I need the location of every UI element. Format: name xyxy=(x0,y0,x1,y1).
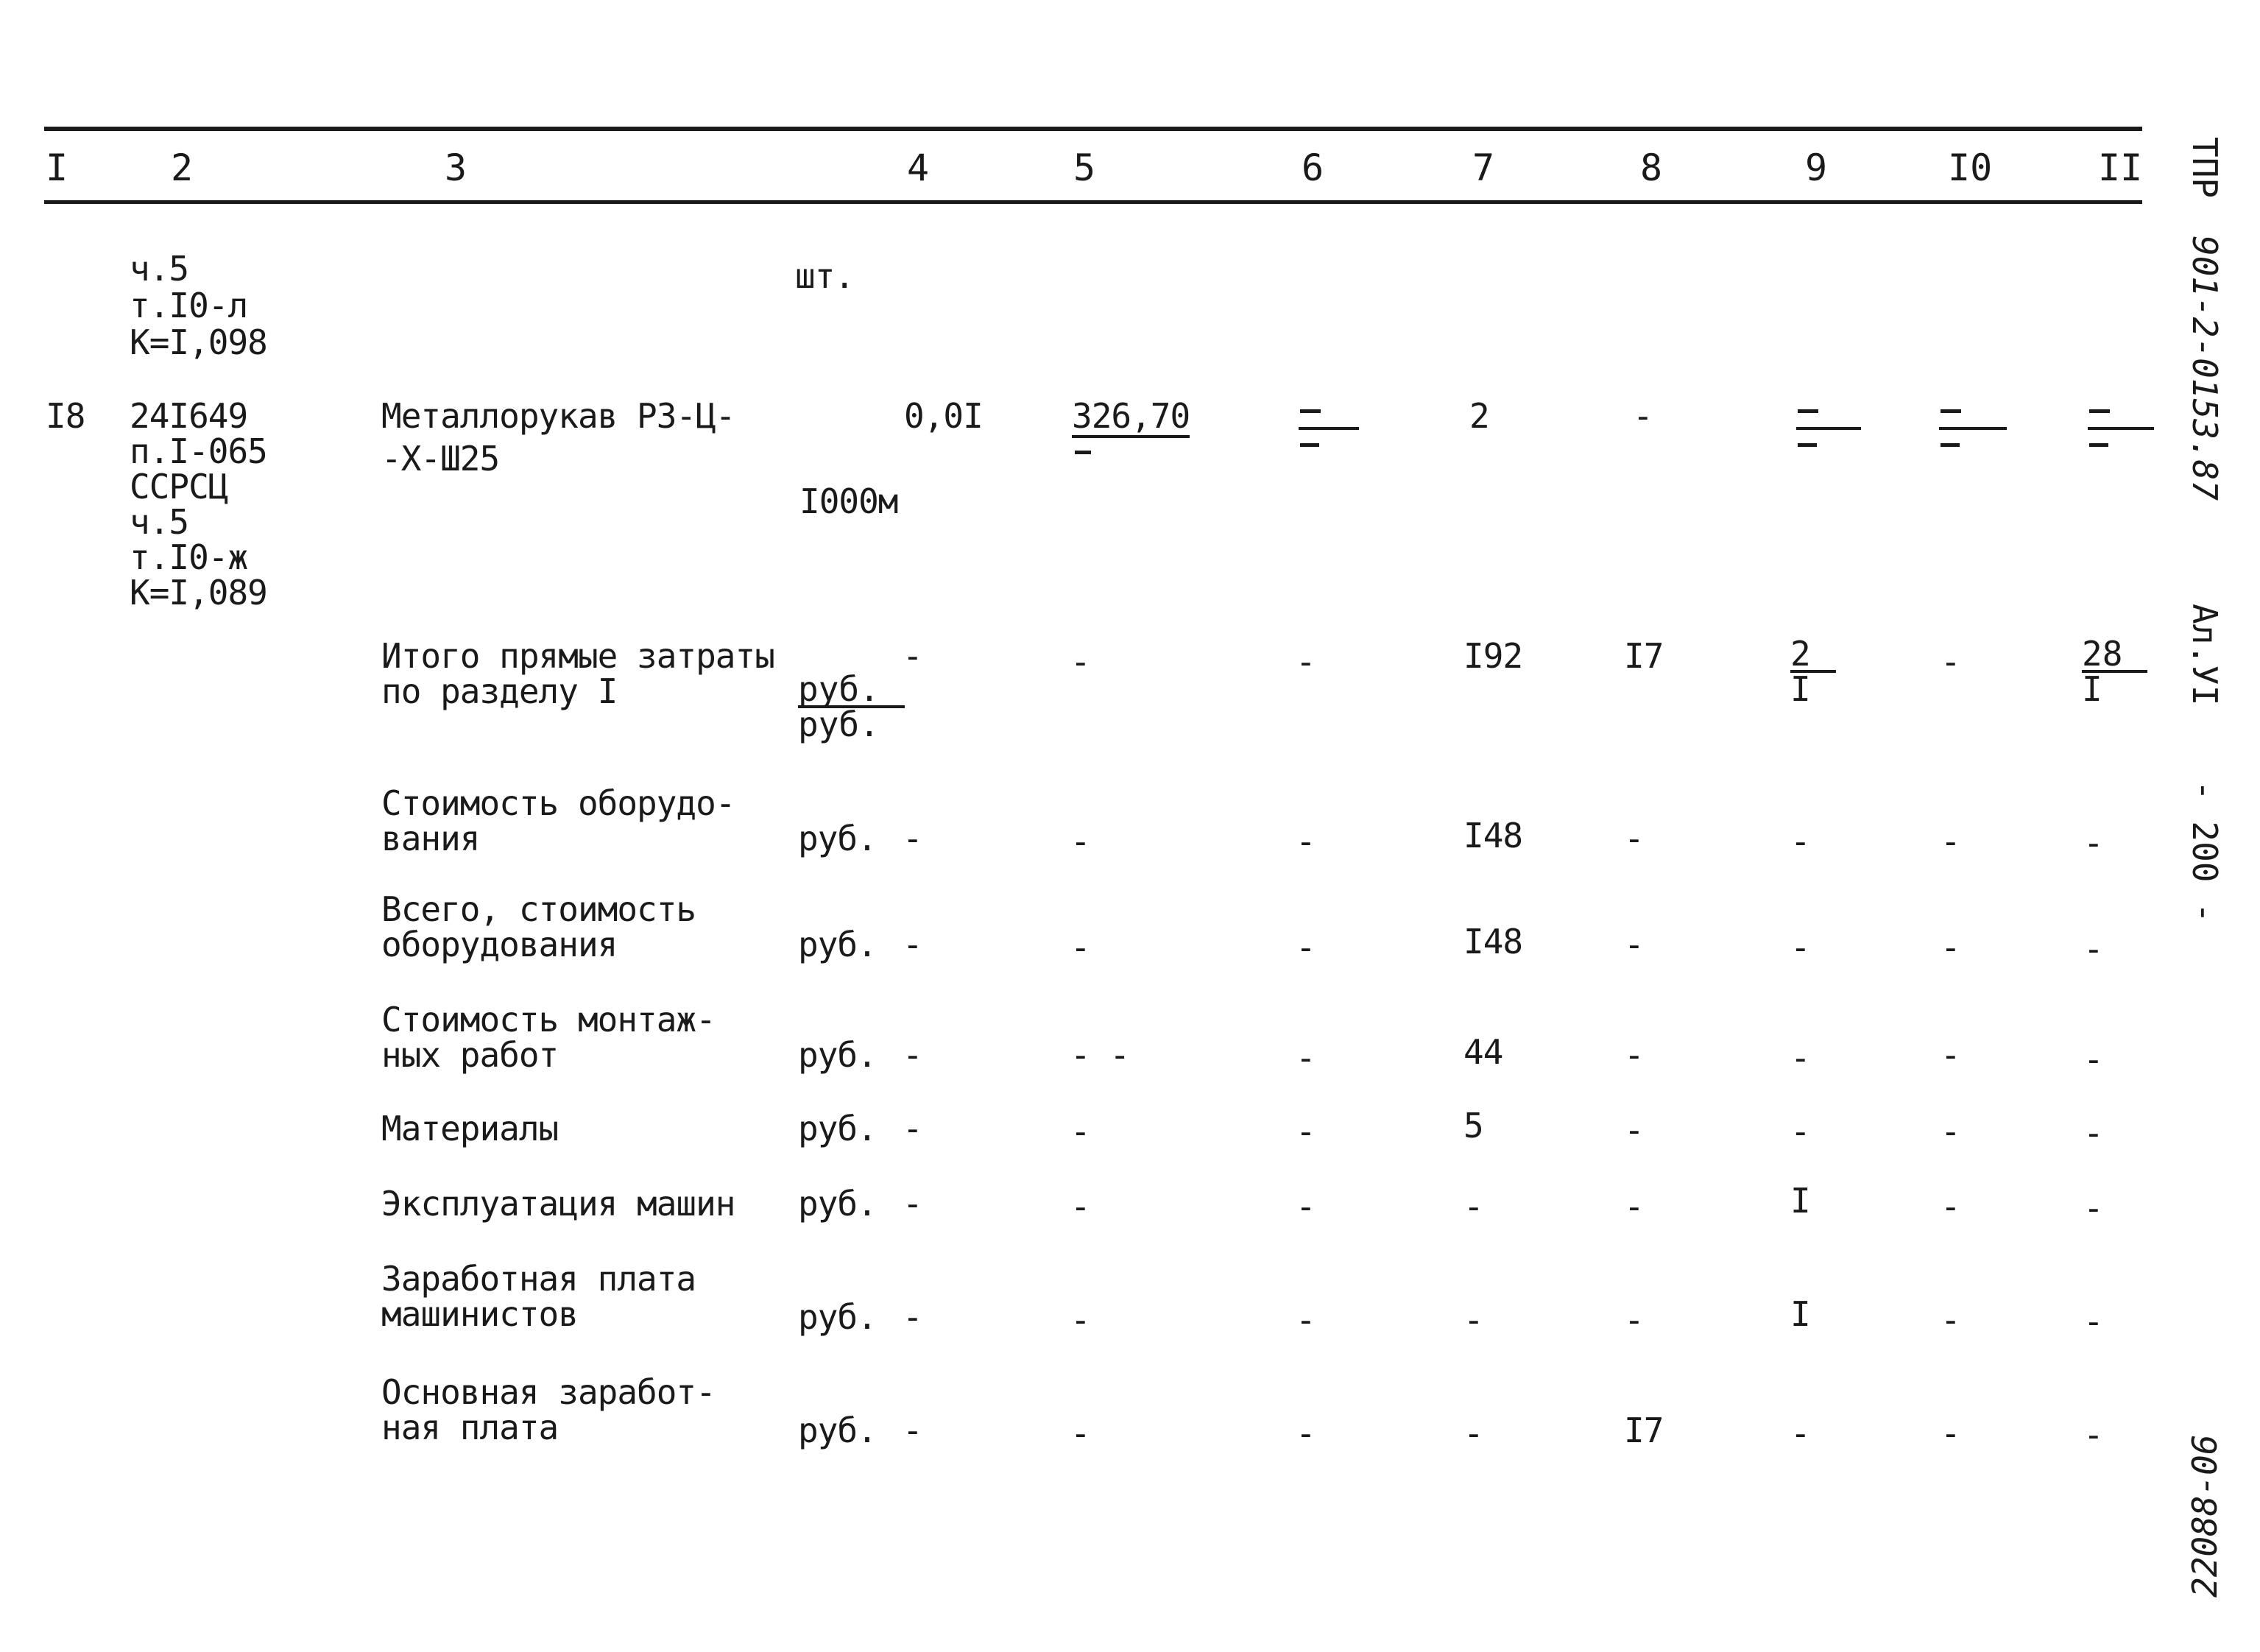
margin-project-number: 901-2-0153.87 xyxy=(2185,236,2225,501)
header-bottom-rule xyxy=(44,200,2142,204)
col4-value: - xyxy=(903,819,922,858)
dash-fraction-col6 xyxy=(1299,409,1357,439)
col6-value: - xyxy=(1296,1300,1316,1340)
header-col-2: 2 xyxy=(171,147,194,189)
col4-value: - xyxy=(903,1109,922,1148)
col6-value: - xyxy=(1296,1038,1316,1078)
unit: руб. xyxy=(798,1184,877,1224)
col5-value: - xyxy=(1070,1187,1090,1226)
margin-page-number: - 200 - xyxy=(2185,780,2225,923)
col5-value: - xyxy=(1070,1300,1090,1340)
col9-value: - xyxy=(1790,1038,1810,1078)
col10-value: - xyxy=(1941,822,1960,861)
col5-value: - xyxy=(1070,642,1090,682)
row-label: по разделу I xyxy=(381,671,618,711)
item-description: Металлорукав РЗ-Ц- xyxy=(381,396,735,436)
unit-price: 326,70 xyxy=(1072,398,1190,438)
col9-value: - xyxy=(1790,928,1810,967)
row-label: оборудования xyxy=(381,925,618,964)
row-label: Стоимость монтаж- xyxy=(381,1000,716,1039)
col6-value: - xyxy=(1296,1112,1316,1151)
col5-value: - xyxy=(1070,928,1090,967)
dash-fraction-col9 xyxy=(1796,409,1855,439)
col6-value: - xyxy=(1296,1413,1316,1453)
col10-value: - xyxy=(1941,1300,1960,1340)
col10-value: - xyxy=(1941,1187,1960,1226)
row-label: машинистов xyxy=(381,1294,578,1334)
row-label: Эксплуатация машин xyxy=(381,1184,735,1224)
col10-value: - xyxy=(1941,642,1960,682)
col7-value: I48 xyxy=(1463,922,1523,961)
col8-value: - xyxy=(1624,1300,1644,1340)
margin-doc-number: 22088-06 xyxy=(2185,1434,2225,1598)
quantity: 0,0I xyxy=(904,396,983,436)
margin-album: Ал.УI xyxy=(2185,604,2225,706)
unit-denominator: руб. xyxy=(798,705,880,744)
col11-fraction xyxy=(2082,634,2147,709)
header-top-rule xyxy=(44,127,2142,131)
unit: руб. xyxy=(798,1109,877,1148)
col8-value: - xyxy=(1624,1035,1644,1075)
row-label: ных работ xyxy=(381,1035,559,1075)
col5-value: - xyxy=(1070,1413,1090,1453)
header-col-6: 6 xyxy=(1302,147,1324,189)
header-col-9: 9 xyxy=(1805,147,1828,189)
col9-value: I xyxy=(1790,1294,1810,1334)
col6-value: - xyxy=(1296,822,1316,861)
dash-fraction-col11 xyxy=(2088,409,2147,439)
col9-value: - xyxy=(1790,1413,1810,1453)
unit: I000м xyxy=(799,481,898,521)
col9-numerator: 2 xyxy=(1790,638,1836,673)
col11-value: - xyxy=(2083,1302,2103,1341)
col8-value: I7 xyxy=(1624,1411,1664,1450)
col8-value: - xyxy=(1624,1187,1644,1226)
code-line: ССРСЦ xyxy=(130,467,228,506)
col11-denominator: I xyxy=(2082,669,2102,709)
col7-value: 5 xyxy=(1463,1106,1483,1146)
col6-value: - xyxy=(1296,1187,1316,1226)
code-line: т.I0-л xyxy=(130,286,248,325)
dash-fraction-col10 xyxy=(1939,409,1998,439)
col10-value: - xyxy=(1941,1112,1960,1151)
code-line: К=I,098 xyxy=(130,322,267,362)
col8-value: - xyxy=(1624,819,1644,858)
col9-denominator: I xyxy=(1790,669,1811,709)
col5-value: - - xyxy=(1070,1035,1130,1075)
header-col-5: 5 xyxy=(1073,147,1096,189)
col4-value: - xyxy=(903,1297,922,1337)
row-label: вания xyxy=(381,819,480,858)
code-line: т.I0-ж xyxy=(130,537,248,577)
col4-value: - xyxy=(903,1184,922,1224)
unit: руб. xyxy=(798,1035,877,1075)
col6-value: - xyxy=(1296,928,1316,967)
row-label: Заработная плата xyxy=(381,1259,696,1299)
col8-value: - xyxy=(1624,925,1644,964)
code-line: п.I-065 xyxy=(130,431,267,471)
col7-value: I92 xyxy=(1463,636,1523,676)
row-label: Всего, стоимость xyxy=(381,889,696,929)
item-description: -Х-Ш25 xyxy=(381,439,500,479)
unit: руб. xyxy=(798,819,877,858)
row-label: Итого прямые затраты xyxy=(381,636,774,676)
item-number: I8 xyxy=(46,396,85,436)
code-line: ч.5 xyxy=(130,502,189,542)
col7-value: - xyxy=(1463,1187,1483,1226)
unit: руб. xyxy=(798,1297,877,1337)
header-col-7: 7 xyxy=(1472,147,1495,189)
col7-value: - xyxy=(1463,1413,1483,1453)
col7-value: 44 xyxy=(1463,1032,1503,1072)
col9-fraction xyxy=(1790,634,1836,709)
row-label: Материалы xyxy=(381,1109,559,1148)
unit-fraction xyxy=(798,669,905,744)
col8-value: I7 xyxy=(1624,636,1664,676)
row-label: Основная заработ- xyxy=(381,1372,716,1412)
unit: руб. xyxy=(798,925,877,964)
col9-value: I xyxy=(1790,1181,1810,1221)
col11-value: - xyxy=(2083,1188,2103,1228)
code-line: К=I,089 xyxy=(130,573,267,613)
col4-value: - xyxy=(903,1035,922,1075)
col9-value: - xyxy=(1790,822,1810,861)
col10-value: - xyxy=(1941,1035,1960,1075)
row-label: ная плата xyxy=(381,1408,559,1447)
col8-value: - xyxy=(1624,1110,1644,1150)
header-col-10: I0 xyxy=(1948,147,1993,189)
col11-numerator: 28 xyxy=(2082,638,2147,673)
unit: руб. xyxy=(798,1411,877,1450)
row-label: Стоимость оборудо- xyxy=(381,783,735,823)
col11-value: - xyxy=(2083,1415,2103,1455)
col5-value: - xyxy=(1070,822,1090,861)
col6-value: - xyxy=(1296,642,1316,682)
col7-value: - xyxy=(1463,1300,1483,1340)
col10-value: - xyxy=(1941,928,1960,967)
col8-value: - xyxy=(1633,396,1653,436)
col7-value: 2 xyxy=(1469,396,1489,436)
code-line: 24I649 xyxy=(130,396,248,436)
header-col-3: 3 xyxy=(445,147,467,189)
margin-code: ТПР xyxy=(2185,137,2225,199)
col7-value: I48 xyxy=(1463,816,1523,855)
code-line: ч.5 xyxy=(130,249,189,289)
col4-value: - xyxy=(903,925,922,964)
col9-value: - xyxy=(1790,1112,1810,1151)
col4-value: - xyxy=(903,1411,922,1450)
unit: шт. xyxy=(795,256,855,296)
col5-value: - xyxy=(1070,1112,1090,1151)
col11-value: - xyxy=(2083,823,2103,863)
col10-value: - xyxy=(1941,1413,1960,1453)
col11-value: - xyxy=(2083,929,2103,969)
unit-numerator: руб. xyxy=(798,673,905,708)
header-col-11: II xyxy=(2098,147,2143,189)
header-col-1: I xyxy=(46,147,68,189)
col11-value: - xyxy=(2083,1039,2103,1079)
col11-value: - xyxy=(2083,1113,2103,1153)
price-denominator-dash xyxy=(1075,440,1134,470)
col4-value: - xyxy=(903,636,922,676)
header-col-8: 8 xyxy=(1640,147,1663,189)
header-col-4: 4 xyxy=(907,147,930,189)
